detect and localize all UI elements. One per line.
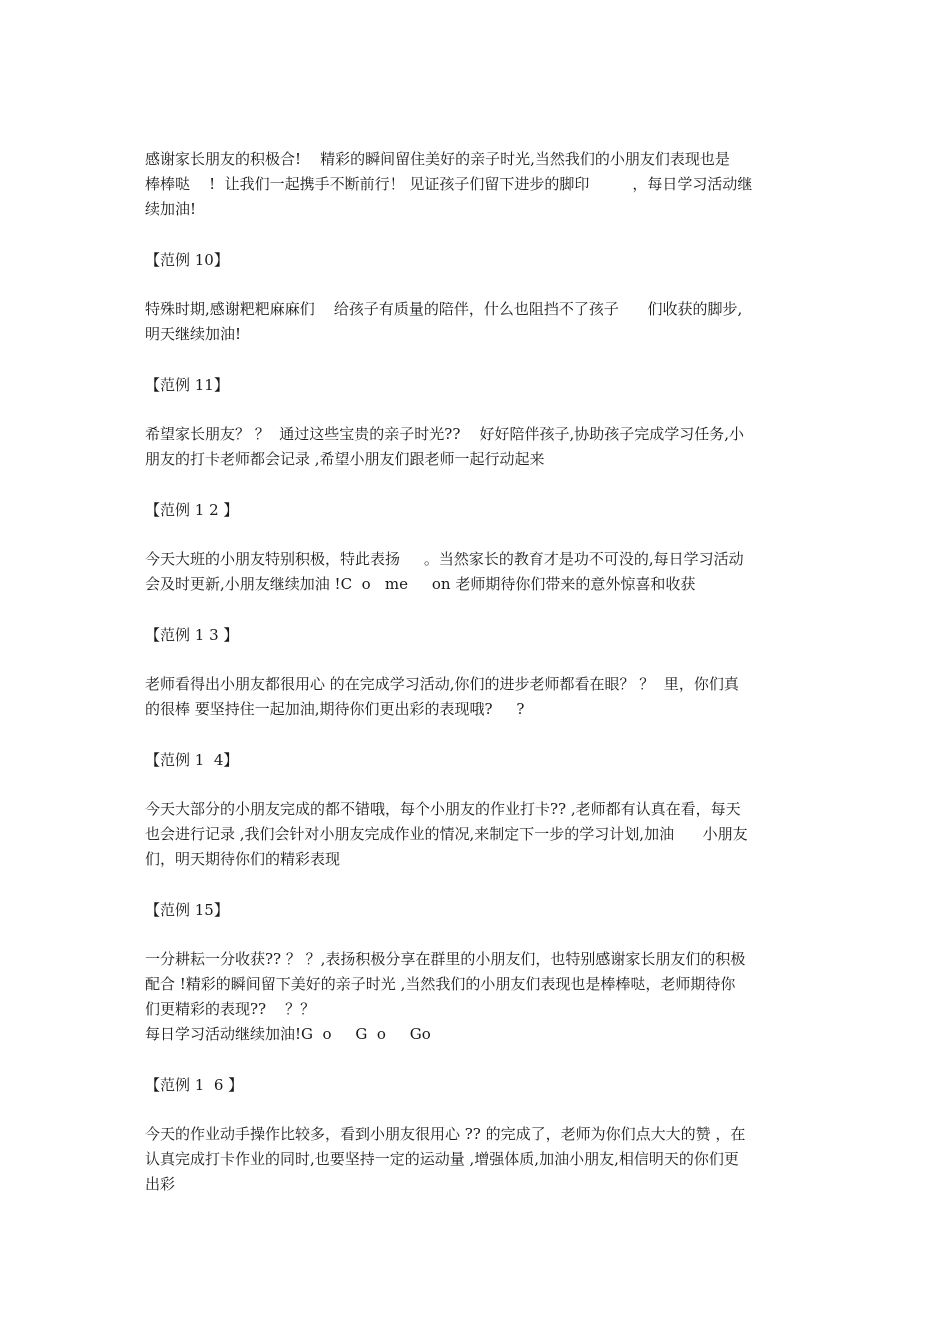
example-heading-13: 【范例 1 3 】 [145, 626, 239, 644]
document-body [145, 147, 809, 1197]
example-heading-16: 【范例 1 6 】 [145, 1076, 244, 1094]
paragraph-example-14: 今天大部分的小朋友完成的都不错哦，每个小朋友的作业打卡?? ,老师都有认真在看，每天 也会进行记录 ,我们会针对小朋友完成作业的情况,来制定下一步的学习计划,加油 小朋友 们，明天期待你们的精彩表现 [145, 800, 748, 868]
example-heading-12: 【范例 1 2 】 [145, 501, 239, 519]
paragraph-example-15: 一分耕耘一分收获?? ？ ？,表扬积极分享在群里的小朋友们，也特别感谢家长朋友们的积极 配合 !精彩的瞬间留下美好的亲子时光 ,当然我们的小朋友们表现也是棒棒哒，老师期待你 们更精彩的表现?? ？？ 每日学习活动继续加油!G o G o Go [145, 950, 746, 1043]
example-heading-14: 【范例 1 4】 [145, 751, 239, 769]
paragraph-example-16: 今天的作业动手操作比较多，看到小朋友很用心 ?? 的完成了，老师为你们点大大的赞 ，在 认真完成打卡作业的同时,也要坚持一定的运动量 ,增强体质,加油小朋友,相信明天的你们更 出彩 [145, 1125, 746, 1193]
example-heading-15: 【范例 15】 [145, 901, 229, 919]
example-heading-10: 【范例 10】 [145, 251, 229, 269]
paragraph-intro: 感谢家长朋友的积极合! 精彩的瞬间留住美好的亲子时光,当然我们的小朋友们表现也是 棒棒哒 ! 让我们一起携手不断前行！ 见证孩子们留下进步的脚印 ，每日学习活动继 续加油! [145, 150, 753, 218]
paragraph-example-12: 今天大班的小朋友特别积极，特此表扬 。当然家长的教育才是功不可没的,每日学习活动 会及时更新,小朋友继续加油 !C o me on 老师期待你们带来的意外惊喜和收获 [145, 550, 744, 593]
paragraph-example-13: 老师看得出小朋友都很用心 的在完成学习活动,你们的进步老师都看在眼？ ？ 里，你们真 的很棒 要坚持住一起加油,期待你们更出彩的表现哦? ? [145, 675, 739, 718]
paragraph-example-11: 希望家长朋友？ ？ 通过这些宝贵的亲子时光?? 好好陪伴孩子,协助孩子完成学习任务,小 朋友的打卡老师都会记录 ,希望小朋友们跟老师一起行动起来 [145, 425, 745, 468]
example-heading-11: 【范例 11】 [145, 376, 229, 394]
paragraph-example-10: 特殊时期,感谢粑粑麻麻们 给孩子有质量的陪伴，什么也阻挡不了孩子 们收获的脚步, 明天继续加油! [145, 300, 743, 343]
